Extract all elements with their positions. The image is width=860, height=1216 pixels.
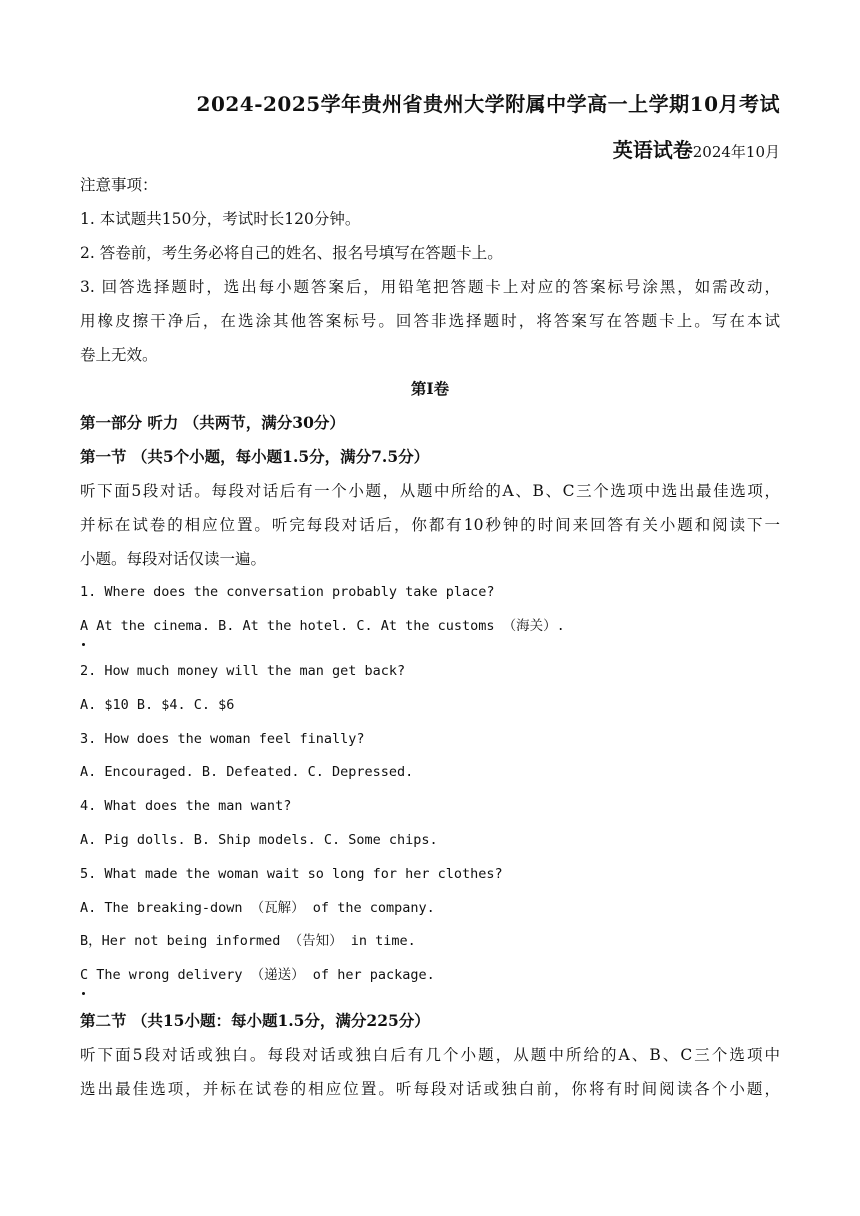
question-4-options: A. Pig dolls. B. Ship models. C. Some chips. (80, 832, 438, 848)
notice-item-3-line-3: 卷上无效。 (80, 346, 158, 364)
question-2-options: A. $10 B. $4. C. $6 (80, 697, 235, 713)
question-5-option-a: A. The breaking-down （瓦解） of the company. (80, 900, 435, 916)
section1-instructions-line-3: 小题。每段对话仅读一遍。 (80, 550, 267, 568)
question-5-option-b: B，Her not being informed （告知） in time. (80, 933, 416, 949)
volume-title: 第I卷 (410, 379, 450, 398)
question-5-option-c: C The wrong delivery （递送） of her package. (80, 967, 435, 983)
section1-instructions-line-2: 并标在试卷的相应位置。听完每段对话后，你都有10秒钟的时间来回答有关小题和阅读下一 (80, 516, 780, 534)
option-dot-marker (82, 992, 85, 995)
question-4: 4. What does the man want? (80, 798, 292, 814)
notice-item-1: 1. 本试题共150分，考试时长120分钟。 (80, 210, 361, 228)
exam-title: 2024-2025学年贵州省贵州大学附属中学高一上学期10月考试 (196, 92, 780, 116)
question-5: 5. What made the woman wait so long for her clothes? (80, 866, 503, 882)
question-3-options: A. Encouraged. B. Defeated. C. Depressed. (80, 764, 414, 780)
question-1-options: A At the cinema. B. At the hotel. C. At the customs （海关）. (80, 618, 565, 634)
section2-instructions-line-2: 选出最佳选项，并标在试卷的相应位置。听每段对话或独白前，你将有时间阅读各个小题， (80, 1080, 780, 1098)
exam-date: 2024年10月 (692, 143, 780, 161)
notice-item-3-line-1: 3. 回答选择题时，选出每小题答案后，用铅笔把答题卡上对应的答案标号涂黑，如需改动， (80, 278, 780, 296)
notice-heading: 注意事项： (80, 176, 158, 194)
part1-heading: 第一部分 听力 （共两节，满分30分） (80, 413, 345, 432)
notice-item-2: 2. 答卷前，考生务必将自己的姓名、报名号填写在答题卡上。 (80, 244, 503, 262)
question-1: 1. Where does the conversation probably take place? (80, 584, 495, 600)
section1-instructions-line-1: 听下面5段对话。每段对话后有一个小题，从题中所给的A、B、C三个选项中选出最佳选项， (80, 482, 780, 500)
section2-instructions-line-1: 听下面5段对话或独白。每段对话或独白后有几个小题，从题中所给的A、B、C三个选项中 (80, 1046, 780, 1064)
notice-item-3-line-2: 用橡皮擦干净后，在选涂其他答案标号。回答非选择题时，将答案写在答题卡上。写在本试 (80, 312, 780, 330)
section1-heading: 第一节 （共5个小题，每小题1.5分，满分7.5分） (80, 447, 430, 466)
subject-label: 英语试卷 (612, 138, 693, 162)
section2-heading: 第二节 （共15小题：每小题1.5分，满分225分） (80, 1011, 430, 1030)
exam-subtitle (613, 134, 780, 163)
question-3: 3. How does the woman feel finally? (80, 731, 365, 747)
question-2: 2. How much money will the man get back? (80, 663, 406, 679)
option-dot-marker (82, 643, 85, 646)
